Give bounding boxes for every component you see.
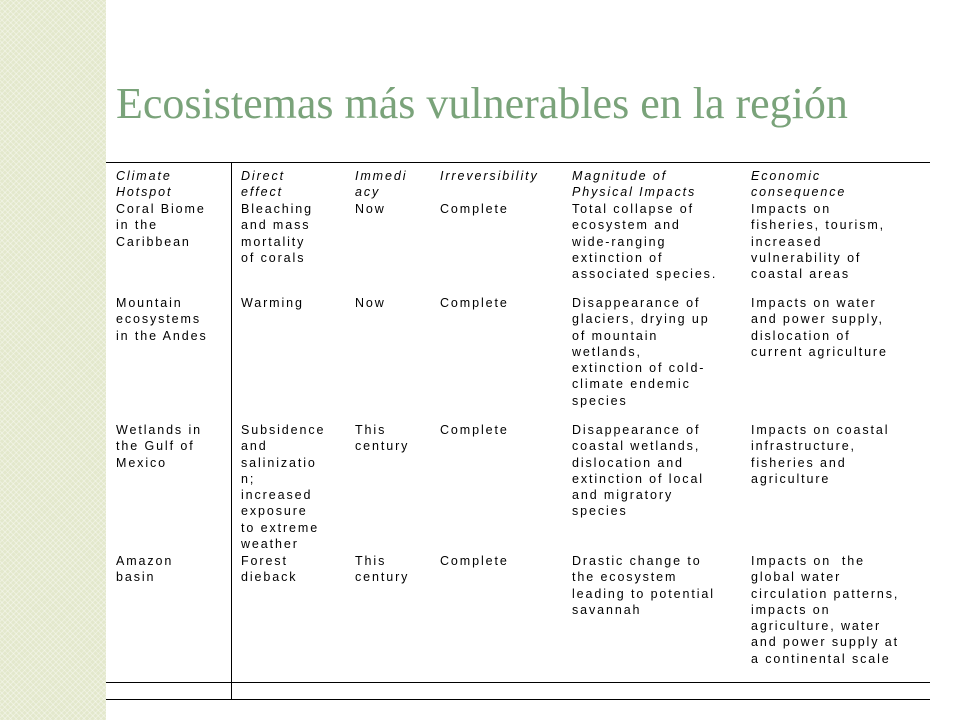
cell-economic: Impacts on coastal infrastructure, fisheries and agriculture	[751, 423, 890, 486]
cell-hotspot: Coral Biome in the Caribbean	[116, 202, 206, 249]
cell-irreversibility: Complete	[440, 423, 509, 437]
cell-hotspot: Amazon basin	[116, 554, 174, 585]
vulnerability-table	[106, 162, 930, 700]
header-economic-consequence: Economic consequence	[751, 169, 847, 200]
cell-irreversibility: Complete	[440, 554, 509, 568]
cell-immediacy: This century	[355, 423, 410, 454]
table-top-border	[106, 162, 930, 163]
slide-title: Ecosistemas más vulnerables en la región	[116, 79, 848, 128]
cell-economic: Impacts on fisheries, tourism, increased vulnerability of coastal areas	[751, 202, 886, 282]
header-magnitude: Magnitude of Physical Impacts	[572, 169, 697, 200]
cell-magnitude: Total collapse of ecosystem and wide-ranging extinction of associated species.	[572, 202, 718, 282]
cell-direct-effect: Warming	[241, 296, 304, 310]
cell-direct-effect: Forest dieback	[241, 554, 298, 585]
header-immediacy: Immedi acy	[355, 169, 408, 200]
cell-direct-effect: Subsidence and salinizatio n; increased exposure to extreme weather	[241, 423, 326, 552]
decorative-side-strip	[0, 0, 106, 720]
cell-magnitude: Disappearance of coastal wetlands, dislocation and extinction of local and migratory species	[572, 423, 704, 519]
cell-irreversibility: Complete	[440, 296, 509, 310]
cell-economic: Impacts on water and power supply, dislocation of current agriculture	[751, 296, 888, 359]
cell-immediacy: Now	[355, 296, 386, 310]
cell-irreversibility: Complete	[440, 202, 509, 216]
cell-direct-effect: Bleaching and mass mortality of corals	[241, 202, 314, 265]
cell-immediacy: This century	[355, 554, 410, 585]
cell-magnitude: Disappearance of glaciers, drying up of mountain wetlands, extinction of cold- climate endemic species	[572, 296, 710, 408]
cell-hotspot: Mountain ecosystems in the Andes	[116, 296, 208, 343]
table-column-divider	[231, 162, 232, 700]
table-bottom-border	[106, 699, 930, 700]
header-irreversibility: Irreversibility	[440, 169, 539, 183]
cell-economic: Impacts on the global water circulation patterns, impacts on agriculture, water and power supply at a continental scale	[751, 554, 900, 666]
cell-magnitude: Drastic change to the ecosystem leading to potential savannah	[572, 554, 715, 617]
table-row-divider	[106, 682, 930, 683]
header-climate-hotspot: Climate Hotspot	[116, 169, 173, 200]
header-direct-effect: Direct effect	[241, 169, 286, 200]
cell-immediacy: Now	[355, 202, 386, 216]
cell-hotspot: Wetlands in the Gulf of Mexico	[116, 423, 202, 470]
